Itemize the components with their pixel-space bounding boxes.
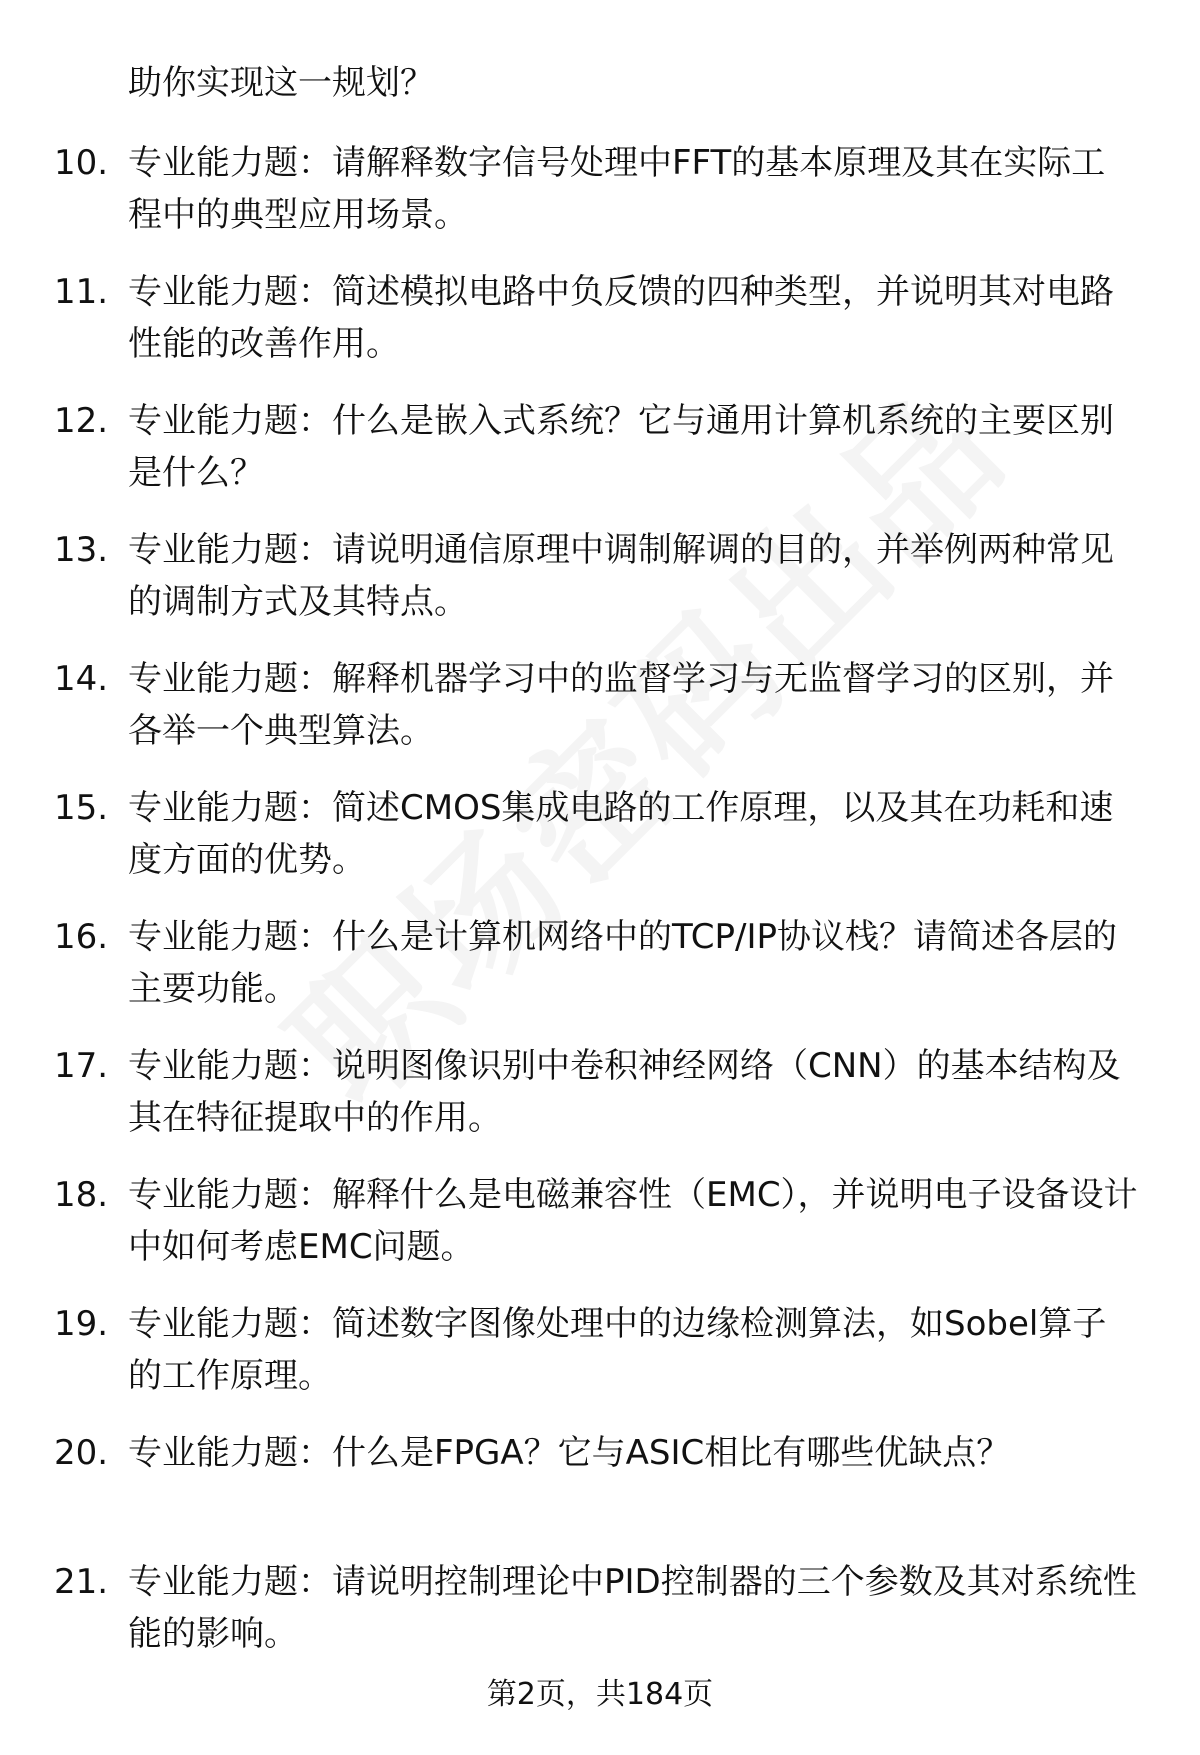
- question-item: [0, 911, 1200, 1040]
- question-number: 15.: [54, 788, 109, 828]
- question-text: 专业能力题：简述CMOS集成电路的工作原理，以及其在功耗和速度方面的优势。: [128, 788, 1114, 880]
- question-item: [0, 1298, 1200, 1427]
- question-text: 专业能力题：请说明控制理论中PID控制器的三个参数及其对系统性能的影响。: [128, 1562, 1137, 1654]
- question-text: 专业能力题：请解释数字信号处理中FFT的基本原理及其在实际工程中的典型应用场景。: [128, 143, 1106, 235]
- question-number: 11.: [54, 272, 109, 312]
- question-item: [0, 524, 1200, 653]
- question-item: [0, 266, 1200, 395]
- question-item: [0, 395, 1200, 524]
- question-text: 专业能力题：什么是FPGA？它与ASIC相比有哪些优缺点？: [128, 1433, 1011, 1473]
- question-list: [0, 137, 1200, 1685]
- question-number: 19.: [54, 1304, 109, 1344]
- question-item: [0, 1169, 1200, 1298]
- question-item: [0, 1040, 1200, 1169]
- question-item: [0, 653, 1200, 782]
- question-text: 专业能力题：解释什么是电磁兼容性（EMC），并说明电子设备设计中如何考虑EMC问题。: [128, 1175, 1138, 1267]
- question-text: 专业能力题：简述模拟电路中负反馈的四种类型，并说明其对电路性能的改善作用。: [128, 272, 1114, 364]
- question-item: [0, 1427, 1200, 1556]
- question-item: [0, 1556, 1200, 1685]
- page-footer: 第2页，共184页: [486, 1677, 714, 1712]
- question-text: 专业能力题：什么是计算机网络中的TCP/IP协议栈？请简述各层的主要功能。: [128, 917, 1118, 1009]
- question-text: 专业能力题：简述数字图像处理中的边缘检测算法，如Sobel算子的工作原理。: [128, 1304, 1107, 1396]
- question-number: 16.: [54, 917, 109, 957]
- question-item: [0, 782, 1200, 911]
- question-text: 专业能力题：解释机器学习中的监督学习与无监督学习的区别，并各举一个典型算法。: [128, 659, 1114, 751]
- question-number: 17.: [54, 1046, 109, 1086]
- question-number: 18.: [54, 1175, 109, 1215]
- question-text: 专业能力题：请说明通信原理中调制解调的目的，并举例两种常见的调制方式及其特点。: [128, 530, 1114, 622]
- question-number: 13.: [54, 530, 109, 570]
- question-number: 12.: [54, 401, 109, 441]
- question-number: 20.: [54, 1433, 109, 1473]
- question-number: 21.: [54, 1562, 109, 1602]
- question-item: [0, 137, 1200, 266]
- question-text: 专业能力题：什么是嵌入式系统？它与通用计算机系统的主要区别是什么？: [128, 401, 1114, 493]
- continued-question-text: 助你实现这一规划？: [128, 63, 434, 103]
- question-number: 10.: [54, 143, 109, 183]
- question-text: 专业能力题：说明图像识别中卷积神经网络（CNN）的基本结构及其在特征提取中的作用。: [128, 1046, 1121, 1138]
- question-number: 14.: [54, 659, 109, 699]
